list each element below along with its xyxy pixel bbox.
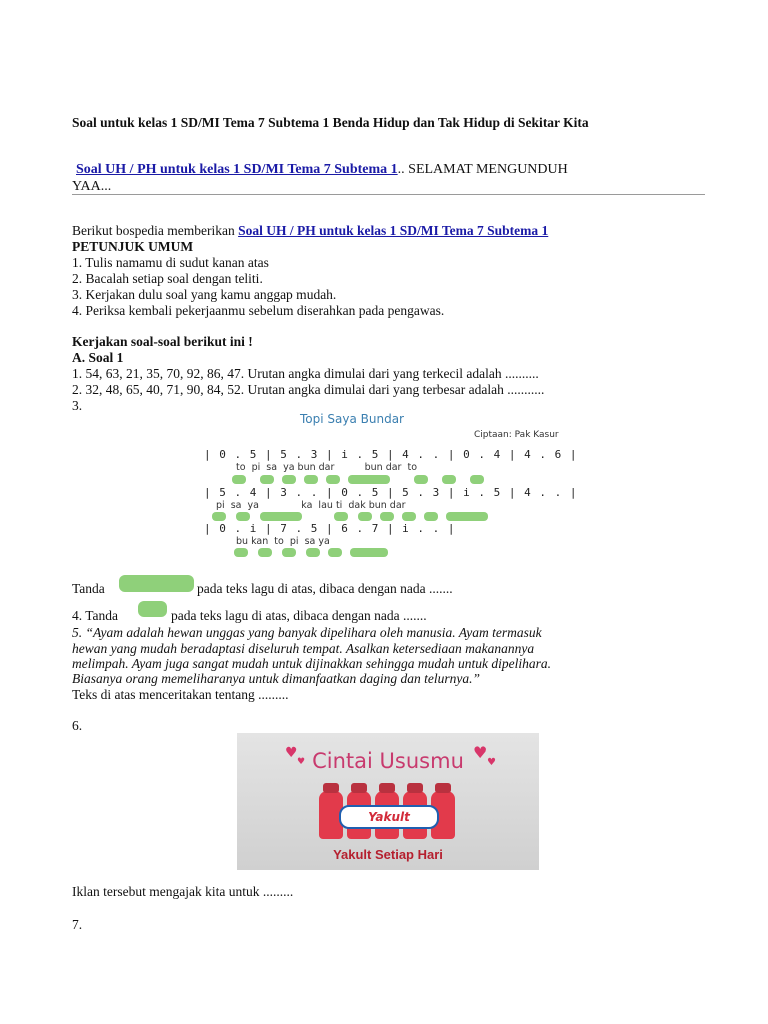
passage-line: melimpah. Ayam juga sangat mudah untuk dijinakkan sehingga mudah untuk dipelihara. [72,656,551,671]
highlight-bar [236,512,250,521]
question-4-text: pada teks lagu di atas, dibaca dengan nada ....... [171,608,427,623]
highlight-bar [306,548,320,557]
passage-line: hewan yang mudah beradaptasi diseluruh tempat. Asalkan ketersediaan makanannya [72,641,535,656]
lyrics-row: to pi sa ya bun dar bun dar to [236,462,418,473]
highlight-bar [328,548,342,557]
highlight-bar [380,512,394,521]
highlight-bar [446,512,488,521]
short-highlight-mark [138,601,167,617]
task-heading: Kerjakan soal-soal berikut ini ! [72,334,253,349]
highlight-bar [402,512,416,521]
highlight-bar [282,548,296,557]
download-line-2: YAA... [72,179,112,194]
highlight-bar [260,512,302,521]
highlight-bar [260,475,274,484]
question-3a-text: pada teks lagu di atas, dibaca dengan nada ....... [197,581,453,596]
bottle-cap [407,783,423,793]
instruction-item: 3. Kerjakan dulu soal yang kamu anggap mudah. [72,287,337,302]
instruction-item: 2. Bacalah setiap soal dengan teliti. [72,271,263,286]
highlight-bar [470,475,484,484]
document-title: Soal untuk kelas 1 SD/MI Tema 7 Subtema 1 Benda Hidup dan Tak Hidup di Sekitar Kita [72,115,589,130]
question-4-prefix: 4. Tanda [72,608,119,623]
instructions-heading: PETUNJUK UMUM [72,239,194,254]
heart-icon: ♥ [473,743,488,762]
question-1: 1. 54, 63, 21, 35, 70, 92, 86, 47. Urutan angka dimulai dari yang terkecil adalah .......... [72,366,539,381]
instruction-item: 4. Periksa kembali pekerjaanmu sebelum diserahkan pada pengawas. [72,303,445,318]
instruction-item: 1. Tulis namamu di sudut kanan atas [72,255,269,270]
intro-link[interactable]: Soal UH / PH untuk kelas 1 SD/MI Tema 7 Subtema 1 [238,223,549,238]
ad-tagline: Yakult Setiap Hari [333,847,443,862]
highlight-bar [304,475,318,484]
lyrics-row: pi sa ya ka lau ti dak bun dar [216,500,406,511]
yakult-bottles [315,783,461,841]
lyrics-row: bu kan to pi sa ya [236,536,330,547]
intro-prefix: Berikut bospedia memberikan [72,223,239,238]
highlight-bar [282,475,296,484]
download-link[interactable]: Soal UH / PH untuk kelas 1 SD/MI Tema 7 Subtema 1 [76,162,398,177]
highlight-bar [232,475,246,484]
section-heading: A. Soal 1 [72,350,124,365]
bottle-cap [351,783,367,793]
highlight-bar [414,475,428,484]
notation-row: | 0 . 5 | 5 . 3 | i . 5 | 4 . . | 0 . 4 | 4 . 6 | [204,448,578,461]
song-author: Ciptaan: Pak Kasur [474,430,559,440]
highlight-bar [234,548,248,557]
heart-icon: ♥ [285,745,298,761]
passage-line: 5. “Ayam adalah hewan unggas yang banyak dipelihara oleh manusia. Ayam termasuk [72,625,542,640]
highlight-bar [442,475,456,484]
question-6-number: 6. [72,718,83,733]
highlight-bar [358,512,372,521]
passage-line: Biasanya orang memeliharanya untuk dimanfaatkan daging dan telurnya.” [72,671,480,686]
long-highlight-mark [119,575,194,592]
notation-row: | 5 . 4 | 3 . . | 0 . 5 | 5 . 3 | i . 5 | 4 . . | [204,486,578,499]
yakult-logo: Yakult [339,805,439,829]
highlight-bar [334,512,348,521]
bottle-cap [379,783,395,793]
question-7-number: 7. [72,917,83,932]
highlight-bar [348,475,390,484]
question-3-number: 3. [72,398,83,413]
download-after: .. SELAMAT MENGUNDUH [397,162,568,177]
question-6-text: Iklan tersebut mengajak kita untuk ......... [72,884,294,899]
heart-icon: ♥ [297,757,306,767]
highlight-bar [212,512,226,521]
song-title: Topi Saya Bundar [300,412,404,426]
yakult-ad-image [237,733,539,870]
highlight-bar [326,475,340,484]
song-notation-image [200,408,580,560]
question-5-text: Teks di atas menceritakan tentang ......... [72,687,289,702]
bottle-cap [435,783,451,793]
heart-icon: ♥ [487,757,496,768]
question-2: 2. 32, 48, 65, 40, 71, 90, 84, 52. Urutan angka dimulai dari yang terbesar adalah ........... [72,382,545,397]
notation-row: | 0 . i | 7 . 5 | 6 . 7 | i . . | [204,522,456,535]
divider [72,194,705,195]
ad-headline: Cintai Ususmu [312,749,464,773]
intro-line [72,223,548,239]
highlight-bar [424,512,438,521]
highlight-bar [350,548,388,557]
highlight-bar [258,548,272,557]
question-3a-prefix: Tanda [72,581,105,596]
bottle-cap [323,783,339,793]
download-line [76,162,568,178]
